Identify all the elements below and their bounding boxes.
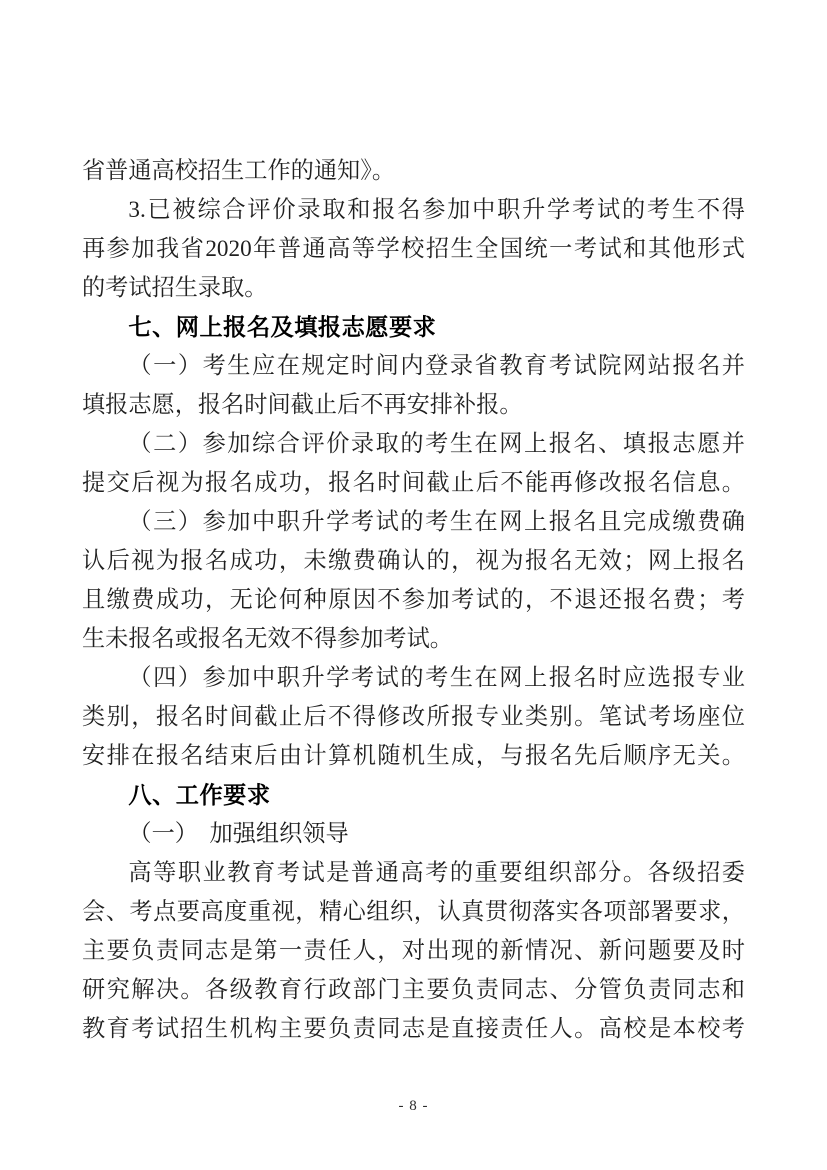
- heading-line: 七、网上报名及填报志愿要求: [128, 314, 437, 340]
- section-heading: [82, 308, 745, 347]
- text-line: 再参加我省2020年普通高等学校招生全国统一考试和其他形式: [82, 236, 745, 262]
- paragraph: [82, 503, 745, 659]
- heading-line: 八、工作要求: [128, 782, 271, 808]
- paragraph: [82, 425, 745, 503]
- text-line: 类别，报名时间截止后不得修改所报专业类别。笔试考场座位: [82, 704, 745, 730]
- paragraph: [82, 854, 745, 1049]
- text-line: （四）参加中职升学考试的考生在网上报名时应选报专业: [128, 665, 745, 691]
- text-line: 3.已被综合评价录取和报名参加中职升学考试的考生不得: [128, 197, 745, 223]
- text-line: 主要负责同志是第一责任人，对出现的新情况、新问题要及时: [82, 938, 745, 964]
- text-line: 安排在报名结束后由计算机随机生成，与报名先后顺序无关。: [82, 743, 745, 769]
- section-heading: [82, 776, 745, 815]
- text-line: 高等职业教育考试是普通高考的重要组织部分。各级招委: [128, 860, 745, 886]
- paragraph: [82, 191, 745, 308]
- page-content: [82, 152, 745, 1049]
- text-line: 认后视为报名成功，未缴费确认的，视为报名无效；网上报名: [82, 548, 745, 574]
- text-line: 且缴费成功，无论何种原因不参加考试的，不退还报名费；考: [82, 587, 745, 613]
- paragraph: [82, 152, 745, 191]
- text-line: （一）考生应在规定时间内登录省教育考试院网站报名并: [128, 353, 745, 379]
- paragraph: [82, 659, 745, 776]
- sub-heading: [82, 815, 745, 854]
- text-line: 会、考点要高度重视，精心组织，认真贯彻落实各项部署要求，: [82, 899, 745, 925]
- text-line: 提交后视为报名成功，报名时间截止后不能再修改报名信息。: [82, 470, 745, 496]
- paragraph: [82, 347, 745, 425]
- subheading-line: （一） 加强组织领导: [128, 821, 349, 847]
- page-number: - 8 -: [398, 1098, 429, 1114]
- text-line: 教育考试招生机构主要负责同志是直接责任人。高校是本校考: [82, 1016, 745, 1042]
- text-line: （二）参加综合评价录取的考生在网上报名、填报志愿并: [128, 431, 745, 457]
- text-line: 省普通高校招生工作的通知》。: [82, 158, 396, 184]
- text-line: 生未报名或报名无效不得参加考试。: [82, 626, 453, 652]
- text-line: 研究解决。各级教育行政部门主要负责同志、分管负责同志和: [82, 977, 745, 1003]
- text-line: 的考试招生录取。: [82, 275, 268, 301]
- text-line: 填报志愿，报名时间截止后不再安排补报。: [82, 392, 523, 418]
- text-line: （三）参加中职升学考试的考生在网上报名且完成缴费确: [128, 509, 745, 535]
